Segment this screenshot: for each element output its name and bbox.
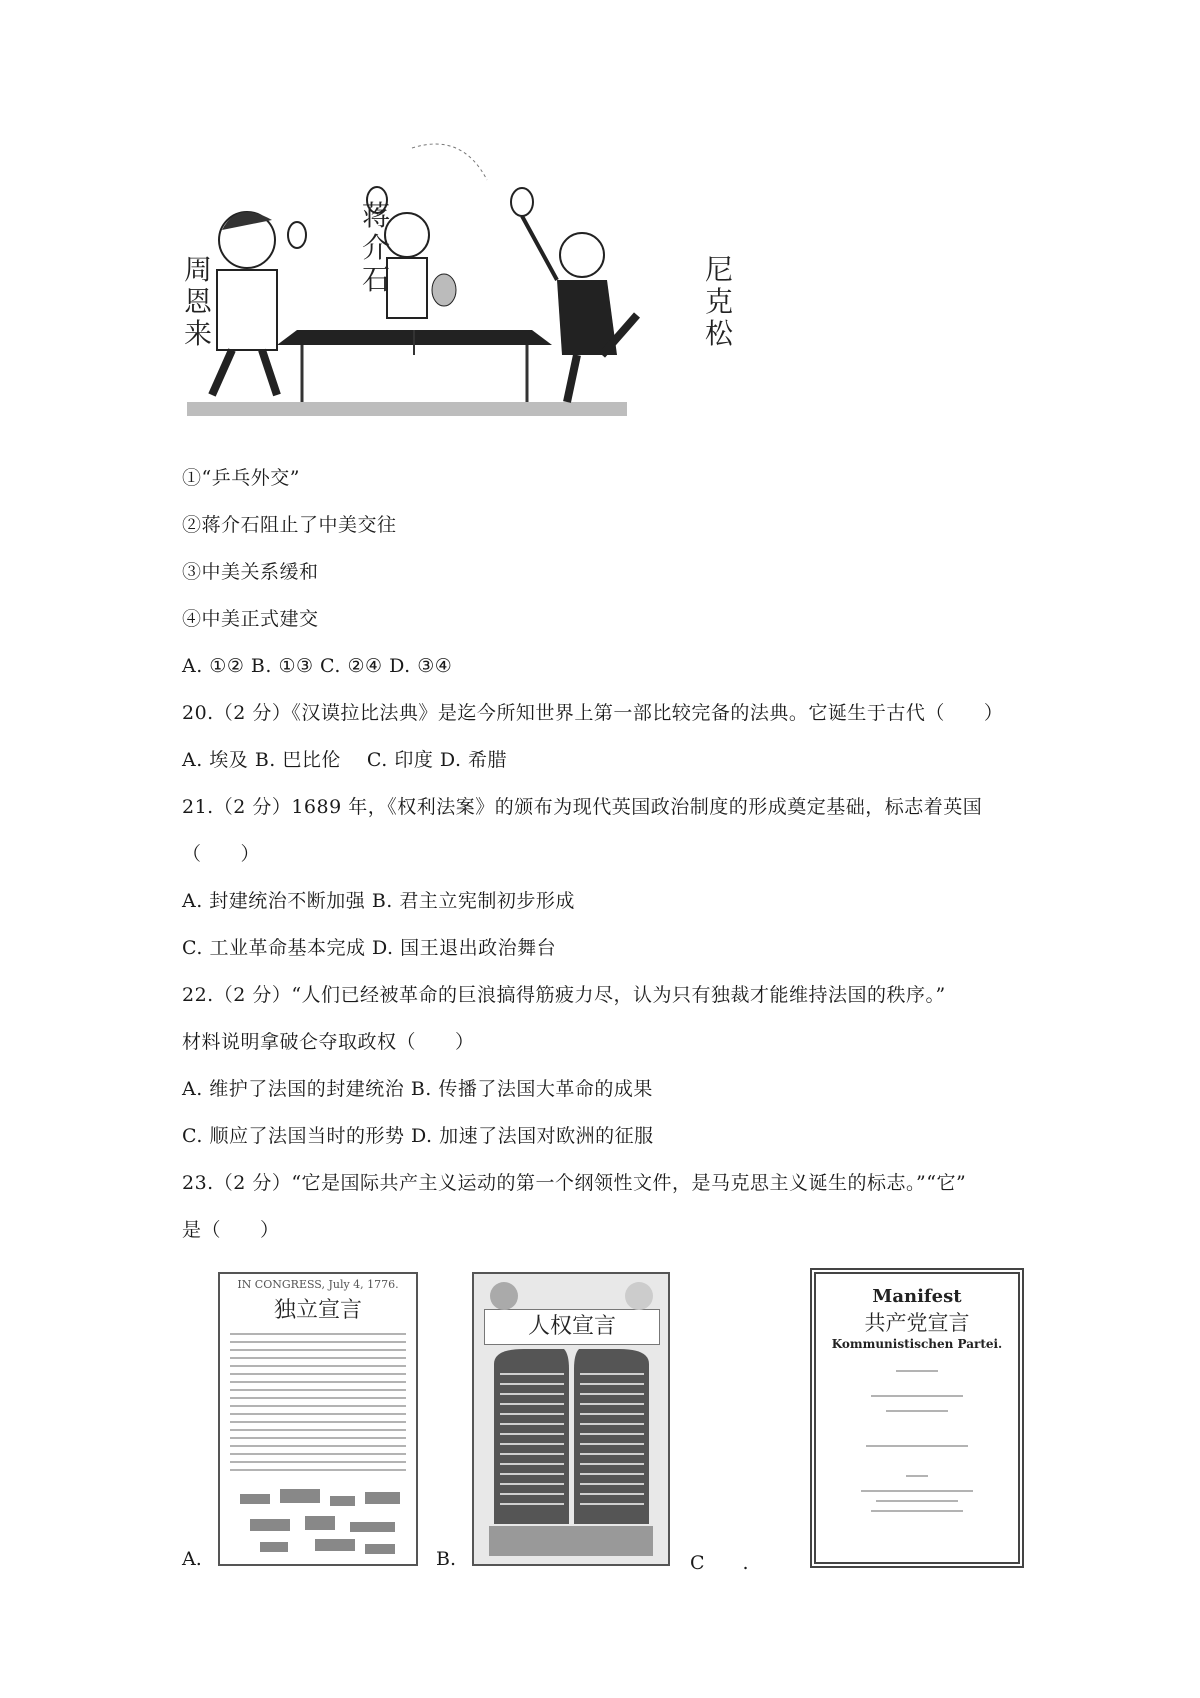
q22-options-line2: C. 顺应了法国当时的形势 D. 加速了法国对欧洲的征服 xyxy=(182,1125,654,1147)
q19-item-3: ③中美关系缓和 xyxy=(182,561,319,583)
doc-a-title: 独立宣言 xyxy=(273,1298,362,1323)
q23-stem-line1: 23.（2 分）“它是国际共产主义运动的第一个纲领性文件，是马克思主义诞生的标志。”“它” xyxy=(182,1172,967,1194)
cartoon-label-jiang: 蒋介石 xyxy=(361,199,390,296)
q21-options-line2: C. 工业革命基本完成 D. 国王退出政治舞台 xyxy=(182,937,557,959)
q21-stem-line2: （ ） xyxy=(182,843,261,865)
q23-option-c-label: C . xyxy=(690,1552,749,1574)
q22-options-line1: A. 维护了法国的封建统治 B. 传播了法国大革命的成果 xyxy=(182,1078,653,1100)
q23-option-b-label: B. xyxy=(436,1548,457,1570)
cartoon-drawing xyxy=(182,140,742,450)
doc-c-title-top: Manifest xyxy=(872,1286,962,1307)
q19-options: A. ①② B. ①③ C. ②④ D. ③④ xyxy=(182,655,453,677)
ground xyxy=(187,402,627,416)
doc-a-header: IN CONGRESS, July 4, 1776. xyxy=(237,1278,399,1291)
q23-option-a-label: A. xyxy=(182,1548,202,1570)
doc-c-title-bottom: Kommunistischen Partei. xyxy=(831,1337,1003,1351)
q20-stem: 20.（2 分）《汉谟拉比法典》是迄今所知世界上第一部比较完备的法典。它诞生于古代（ ） xyxy=(182,702,1004,724)
zhou-figure xyxy=(212,212,306,395)
cartoon-label-zhou: 周恩来 xyxy=(183,253,212,350)
doc-a-text-lines xyxy=(220,1324,416,1564)
doc-b-tablets xyxy=(474,1274,668,1564)
q19-item-4: ④中美正式建交 xyxy=(182,608,319,630)
q23-stem-line2: 是（ ） xyxy=(182,1219,280,1241)
declaration-of-rights-of-man-image xyxy=(472,1272,670,1566)
q22-stem-line2: 材料说明拿破仑夺取政权（ ） xyxy=(182,1031,475,1053)
doc-c-title: 共产党宣言 xyxy=(864,1311,970,1335)
q20-options: A. 埃及 B. 巴比伦 C. 印度 D. 希腊 xyxy=(182,749,508,771)
doc-b-title: 人权宣言 xyxy=(484,1309,660,1345)
doc-c-text-lines xyxy=(816,1351,1018,1541)
declaration-of-independence-image xyxy=(218,1272,418,1566)
cartoon-label-nixon: 尼克松 xyxy=(704,253,733,350)
q19-item-2: ②蒋介石阻止了中美交往 xyxy=(182,514,397,536)
ball-trajectory xyxy=(412,144,487,180)
q21-options-line1: A. 封建统治不断加强 B. 君主立宪制初步形成 xyxy=(182,890,575,912)
communist-manifesto-image xyxy=(810,1268,1024,1568)
q19-item-1: ①“乒乓外交” xyxy=(182,467,300,489)
ping-pong-diplomacy-cartoon xyxy=(182,140,742,450)
q22-stem-line1: 22.（2 分）“人们已经被革命的巨浪搞得筋疲力尽，认为只有独裁才能维持法国的秩序。” xyxy=(182,984,946,1006)
q21-stem-line1: 21.（2 分）1689 年，《权利法案》的颁布为现代英国政治制度的形成奠定基础，标志着英国 xyxy=(182,796,983,818)
nixon-figure xyxy=(511,188,637,402)
